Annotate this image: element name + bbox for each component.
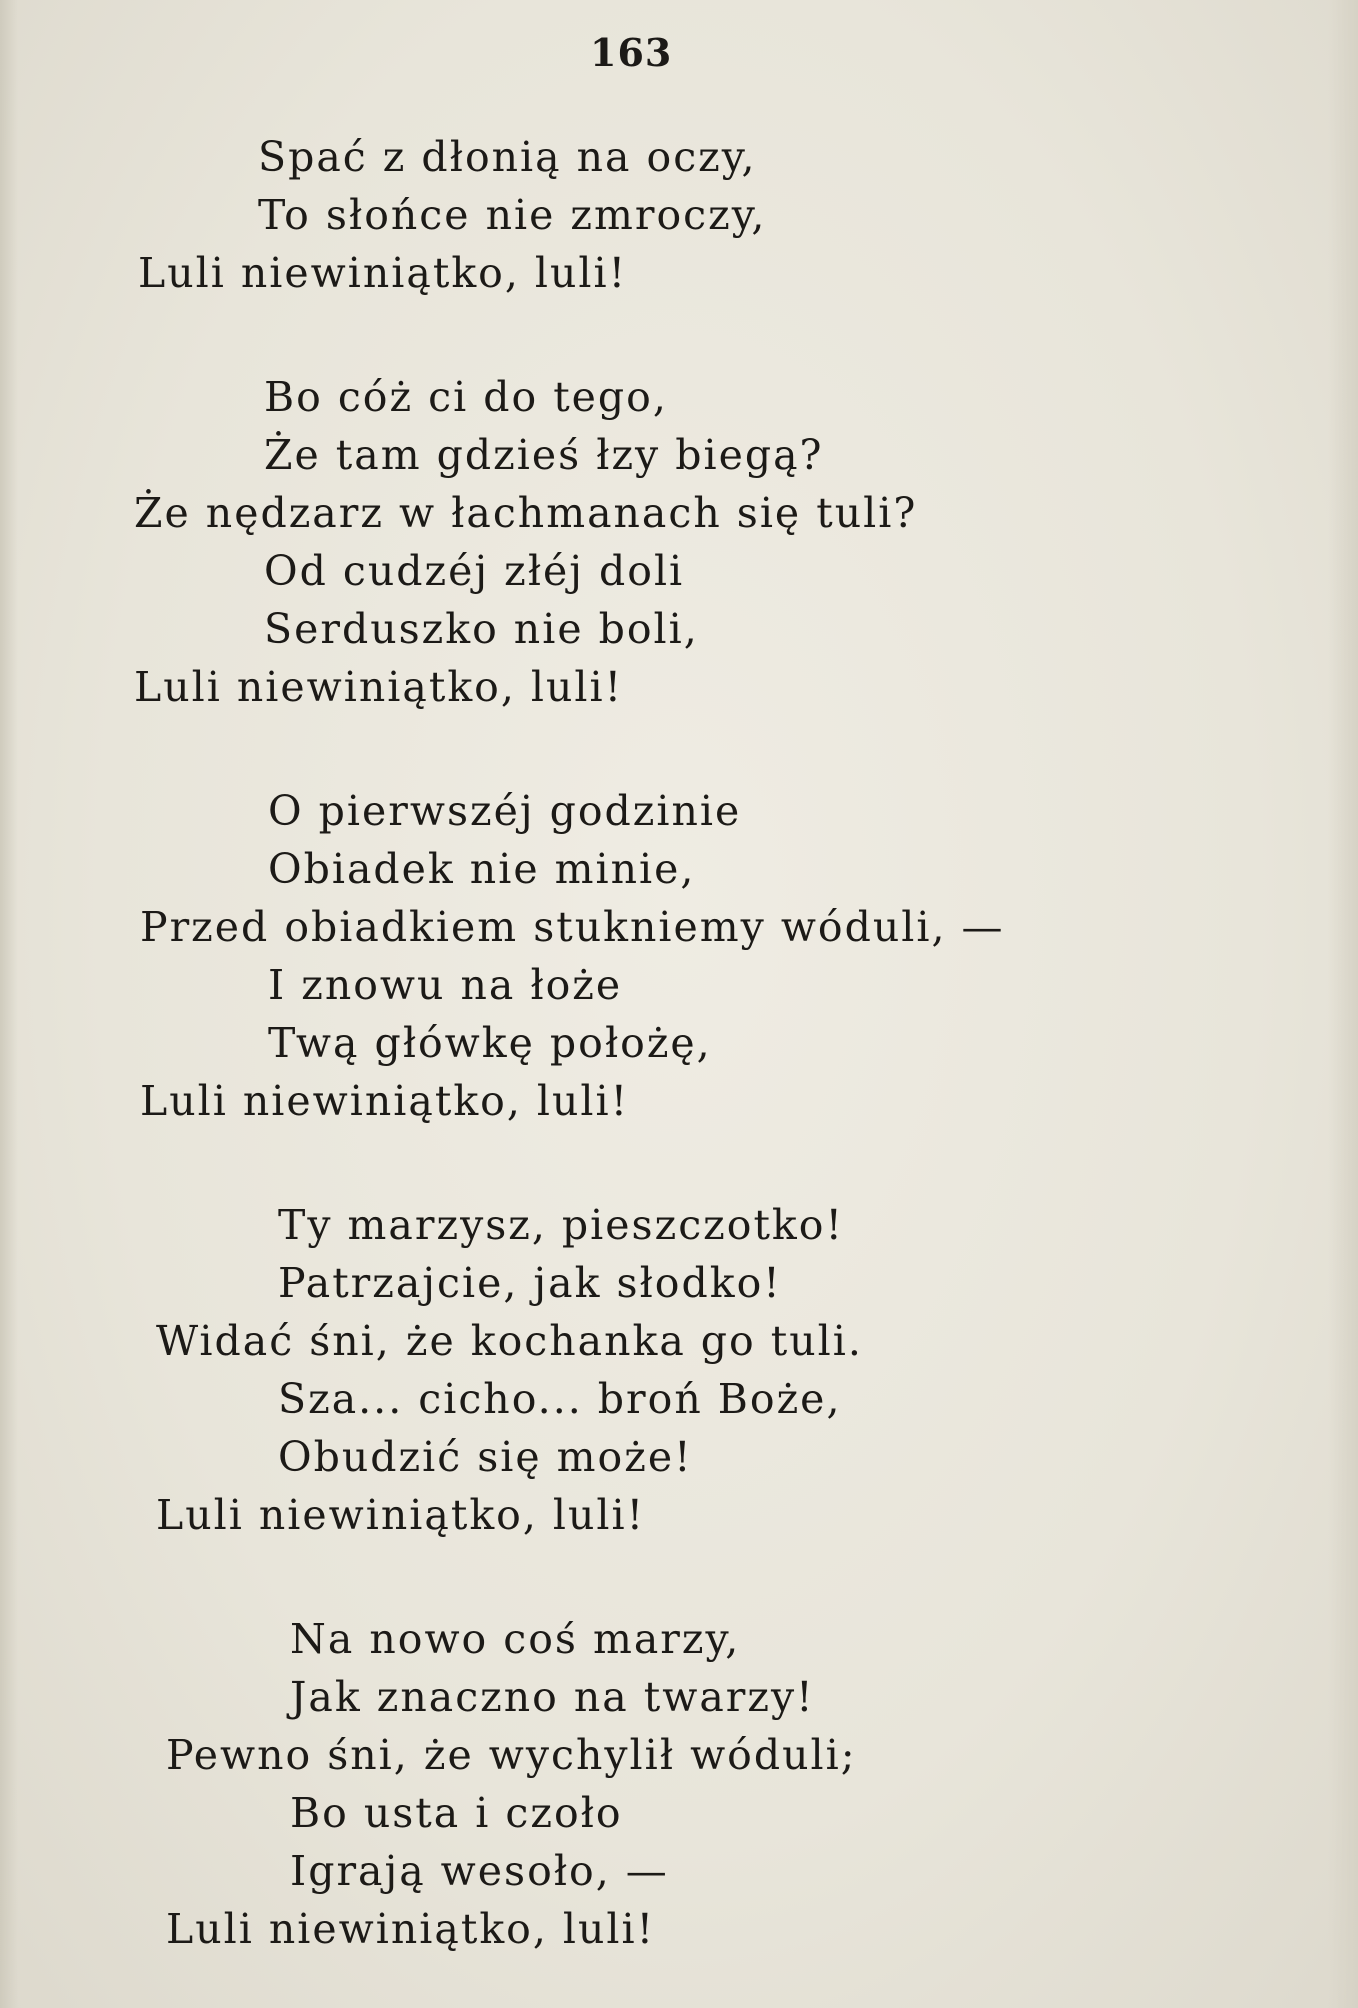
verse-refrain: Luli niewiniątko, luli! (138, 249, 628, 297)
verse-line: Bo cóż ci do tego, (264, 373, 668, 421)
verse-line: Że nędzarz w łachmanach się tuli? (134, 489, 918, 537)
verse-line: Pewno śni, że wychylił wóduli; (166, 1731, 857, 1779)
verse-line: Przed obiadkiem stukniemy wóduli, — (140, 903, 1005, 951)
verse-line: Bo usta i czoło (290, 1789, 623, 1837)
verse-line: Patrzajcie, jak słodko! (278, 1259, 782, 1307)
verse-line: Widać śni, że kochanka go tuli. (156, 1317, 863, 1365)
verse-line: Sza... cicho... broń Boże, (278, 1375, 842, 1423)
verse-line: I znowu na łoże (268, 961, 623, 1009)
verse-refrain: Luli niewiniątko, luli! (166, 1905, 656, 1953)
poem (0, 128, 1358, 2008)
stanza-5 (0, 1610, 1358, 1958)
stanza-4 (0, 1196, 1358, 1544)
verse-line: Obudzić się może! (278, 1433, 693, 1481)
verse-refrain: Luli niewiniątko, luli! (156, 1491, 646, 1539)
page-number: 163 (590, 30, 673, 75)
verse-line: Spać z dłonią na oczy, (258, 133, 757, 181)
verse-refrain: Luli niewiniątko, luli! (134, 663, 624, 711)
verse-refrain: Luli niewiniątko, luli! (140, 1077, 630, 1125)
verse-line: Na nowo coś marzy, (290, 1615, 741, 1663)
verse-line: Że tam gdzieś łzy biegą? (264, 431, 824, 479)
stanza-2 (0, 368, 1358, 716)
verse-line: Twą główkę położę, (268, 1019, 712, 1067)
verse-line: Od cudzéj złéj doli (264, 547, 685, 595)
verse-line: To słońce nie zmroczy, (258, 191, 767, 239)
stanza-1 (0, 128, 1358, 302)
verse-line: Igrają wesoło, — (290, 1847, 669, 1895)
stanza-3 (0, 782, 1358, 1130)
verse-line: Obiadek nie minie, (268, 845, 696, 893)
verse-line: Jak znaczno na twarzy! (290, 1673, 815, 1721)
verse-line: O pierwszéj godzinie (268, 787, 742, 835)
verse-line: Serduszko nie boli, (264, 605, 699, 653)
verse-line: Ty marzysz, pieszczotko! (278, 1201, 844, 1249)
